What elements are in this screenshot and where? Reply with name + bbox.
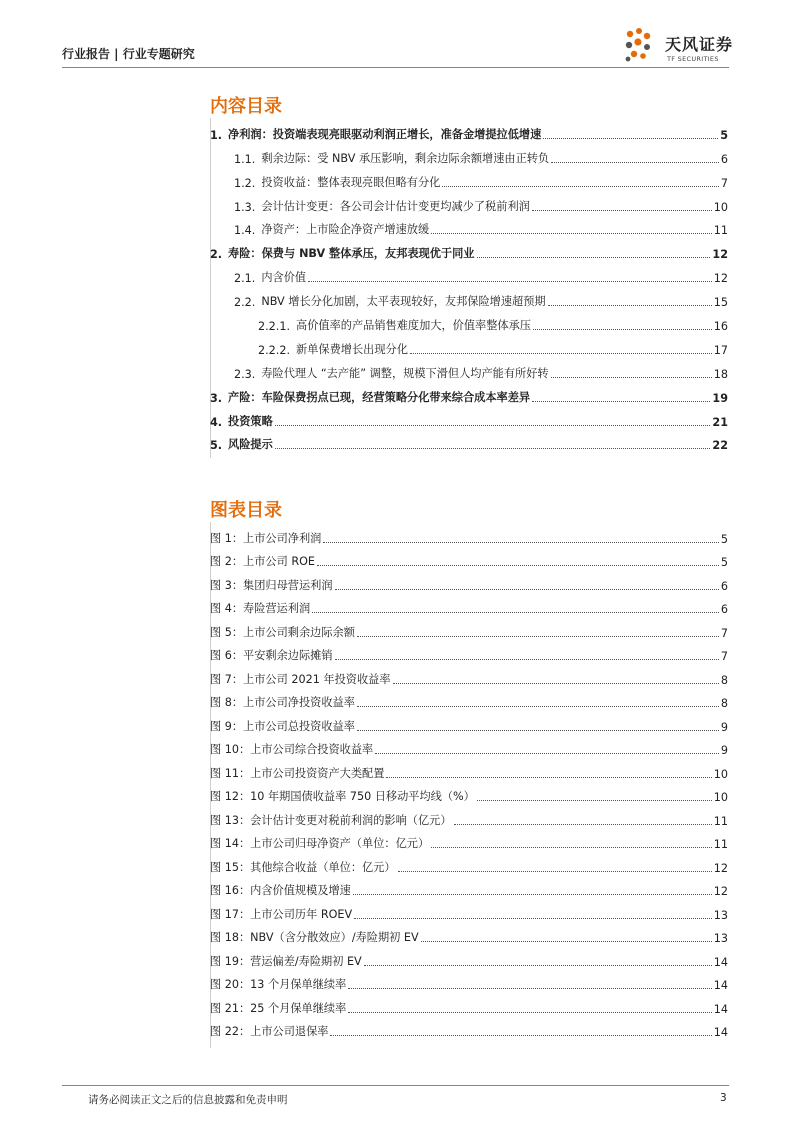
dot-leader: [551, 377, 712, 378]
toc-entry-page: 6: [720, 152, 728, 166]
figure-entry[interactable]: [210, 922, 728, 946]
dot-leader: [330, 1035, 711, 1036]
dot-leader: [477, 257, 711, 258]
toc-entry[interactable]: [210, 261, 728, 285]
toc-entry-page: 16: [713, 320, 728, 334]
figure-entry-page: 5: [720, 556, 728, 569]
toc-entry[interactable]: [210, 166, 728, 190]
toc-entry[interactable]: [210, 405, 728, 429]
toc-entry-number: 1.2.: [234, 176, 256, 190]
figure-entry-text: 图 20：13 个月保单继续率: [210, 978, 347, 991]
toc-entry-text: 寿险：保费与 NBV 整体承压，友邦表现优于同业: [228, 247, 475, 261]
figure-entry-page: 12: [713, 885, 728, 898]
dot-leader: [532, 210, 712, 211]
figure-entry-page: 14: [713, 1002, 728, 1016]
figure-entry-text: 图 9：上市公司总投资收益率: [210, 719, 355, 733]
toc-entry[interactable]: [210, 118, 728, 142]
dot-leader: [543, 138, 718, 139]
figure-entry-text: 图 10：上市公司综合投资收益率: [210, 743, 374, 756]
toc-entry-number: 2.2.2.: [258, 343, 291, 357]
toc-entry-number: 2.2.1.: [258, 320, 291, 334]
dot-leader: [357, 636, 719, 637]
footer-divider: [62, 1085, 729, 1086]
toc-title: 内容目录: [210, 96, 282, 117]
toc-entry[interactable]: [210, 285, 728, 309]
dot-leader: [312, 612, 719, 613]
figure-entry-page: 9: [720, 744, 728, 757]
toc-entry-page: 12: [712, 248, 728, 262]
toc-entry-page: 15: [713, 296, 728, 310]
toc-entry[interactable]: [210, 357, 728, 381]
toc-entry[interactable]: [210, 429, 728, 453]
toc-entry-number: 3.: [210, 391, 223, 405]
toc-entry-text: 剩余边际：受 NBV 承压影响，剩余边际余额增速由正转负: [261, 151, 550, 165]
figure-entry[interactable]: [210, 663, 728, 687]
toc-entry[interactable]: [210, 237, 728, 261]
toc-entry-page: 17: [713, 343, 728, 357]
toc-entry[interactable]: [210, 214, 728, 238]
figure-entry-text: 图 18：NBV（含分散效应）/寿险期初 EV: [210, 931, 419, 944]
dot-leader: [551, 162, 719, 163]
figure-entry-text: 图 11：上市公司投资资产大类配置: [210, 766, 385, 780]
figure-entry-page: 14: [713, 955, 728, 969]
figure-entry-page: 11: [713, 814, 728, 828]
toc-list: [210, 118, 728, 452]
figure-entry-text: 图 21：25 个月保单继续率: [210, 1001, 347, 1015]
dot-leader: [533, 329, 712, 330]
toc-entry-number: 4.: [210, 415, 223, 429]
dot-leader: [431, 233, 712, 234]
toc-entry[interactable]: [210, 381, 728, 405]
figure-entry-text: 图 22：上市公司退保率: [210, 1025, 329, 1038]
dot-leader: [477, 800, 712, 801]
figure-entry[interactable]: [210, 569, 728, 593]
figure-entry[interactable]: [210, 875, 728, 899]
figure-entry-text: 图 17：上市公司历年 ROEV: [210, 907, 353, 921]
dot-leader: [393, 683, 719, 684]
toc-entry-text: 净资产：上市险企净资产增速放缓: [261, 223, 430, 237]
dot-leader: [442, 186, 719, 187]
dot-leader: [398, 871, 712, 872]
figure-entry-page: 10: [713, 791, 728, 804]
figure-entry[interactable]: [210, 945, 728, 969]
figure-entry-page: 13: [713, 908, 728, 922]
figure-entry-page: 6: [720, 579, 728, 593]
toc-entry-text: 高价值率的产品销售难度加大，价值率整体承压: [296, 319, 531, 333]
toc-entry-text: 寿险代理人 “去产能” 调整，规模下滑但人均产能有所好转: [261, 366, 549, 380]
toc-entry-page: 22: [712, 439, 728, 453]
toc-entry-page: 21: [712, 415, 728, 429]
dot-leader: [335, 659, 719, 660]
figure-entry[interactable]: [210, 593, 728, 617]
toc-entry-page: 11: [713, 224, 728, 238]
toc-entry-page: 19: [712, 391, 728, 405]
dot-leader: [353, 894, 712, 895]
figure-entry-text: 图 16：内含价值规模及增速: [210, 884, 351, 897]
page-number: 3: [720, 1092, 727, 1104]
figure-entry-text: 图 13：会计估计变更对税前利润的影响（亿元）: [210, 813, 452, 827]
toc-entry[interactable]: [210, 142, 728, 166]
figure-entry[interactable]: [210, 757, 728, 781]
toc-entry-number: 5.: [210, 439, 223, 453]
dot-leader: [548, 305, 712, 306]
figure-entry-text: 图 4：寿险营运利润: [210, 602, 311, 615]
figure-entry[interactable]: [210, 969, 728, 993]
header-title: 行业报告 | 行业专题研究: [62, 47, 195, 61]
toc-entry-text: 投资收益：整体表现亮眼但略有分化: [261, 175, 441, 189]
figure-entry[interactable]: [210, 710, 728, 734]
toc-entry-text: 投资策略: [228, 414, 273, 428]
dot-leader: [348, 988, 711, 989]
dot-leader: [308, 281, 712, 282]
figure-entry[interactable]: [210, 1016, 728, 1040]
logo-subtitle: TF SECURITIES: [667, 55, 719, 63]
figure-entry[interactable]: [210, 851, 728, 875]
dot-leader: [421, 941, 712, 942]
figure-entry[interactable]: [210, 804, 728, 828]
figure-entry-page: 14: [713, 979, 728, 992]
figure-entry-page: 6: [720, 603, 728, 616]
figure-entry[interactable]: [210, 898, 728, 922]
figure-entry-page: 7: [720, 626, 728, 640]
figure-entry[interactable]: [210, 992, 728, 1016]
figure-entry-text: 图 5：上市公司剩余边际余额: [210, 625, 355, 639]
figure-entry-text: 图 6：平安剩余边际摊销: [210, 649, 333, 662]
figure-entry[interactable]: [210, 687, 728, 711]
toc-entry[interactable]: [210, 190, 728, 214]
figure-entry[interactable]: [210, 616, 728, 640]
dot-leader: [386, 777, 711, 778]
toc-entry-text: 新单保费增长出现分化: [296, 342, 408, 356]
logo-name: 天风证券: [665, 35, 734, 54]
figure-entry-page: 7: [720, 650, 728, 663]
dot-leader: [431, 847, 712, 848]
toc-entry-text: 内含价值: [261, 271, 307, 285]
dot-leader: [357, 730, 719, 731]
toc-entry-number: 1.1.: [234, 152, 256, 166]
figure-entry[interactable]: [210, 640, 728, 664]
toc-entry-text: 风险提示: [228, 438, 273, 452]
figure-entry-page: 12: [713, 861, 728, 875]
figure-entry-text: 图 8：上市公司净投资收益率: [210, 696, 355, 709]
figure-entry-page: 13: [713, 932, 728, 945]
dot-leader: [354, 918, 712, 919]
figure-entry-page: 8: [720, 673, 728, 687]
figure-entry-text: 图 7：上市公司 2021 年投资收益率: [210, 672, 391, 686]
toc-entry-text: 会计估计变更：各公司会计估计变更均减少了税前利润: [261, 199, 530, 213]
toc-entry-text: 净利润：投资端表现亮眼驱动利润正增长，准备金增提拉低增速: [228, 127, 542, 141]
figure-entry[interactable]: [210, 522, 728, 546]
dot-leader: [323, 542, 719, 543]
dot-leader: [454, 824, 712, 825]
toc-entry-page: 18: [713, 367, 728, 381]
figure-entry-page: 9: [720, 720, 728, 734]
figure-entry-text: 图 12：10 年期国债收益率 750 日移动平均线（%）: [210, 790, 475, 803]
toc-entry[interactable]: [210, 333, 728, 357]
toc-entry-page: 10: [713, 200, 728, 214]
dot-leader: [275, 448, 711, 449]
footer-disclaimer: 请务必阅读正文之后的信息披露和免责申明: [88, 1094, 288, 1106]
figure-entry-text: 图 3：集团归母营运利润: [210, 578, 333, 592]
figure-entry-text: 图 15：其他综合收益（单位：亿元）: [210, 860, 396, 874]
toc-entry-page: 7: [720, 176, 728, 190]
header-divider: [62, 67, 729, 68]
dot-leader: [364, 965, 712, 966]
dot-leader: [275, 425, 711, 426]
dot-leader: [348, 1012, 711, 1013]
figure-entry[interactable]: [210, 734, 728, 758]
figure-entry[interactable]: [210, 546, 728, 570]
figure-entry[interactable]: [210, 828, 728, 852]
figure-entry-page: 14: [713, 1026, 728, 1039]
toc-entry-number: 1.4.: [234, 224, 256, 238]
figure-entry-page: 5: [720, 532, 728, 546]
figure-entry-page: 10: [713, 767, 728, 781]
figures-title: 图表目录: [210, 500, 282, 521]
toc-entry-number: 2.1.: [234, 272, 256, 286]
figure-entry-text: 图 14：上市公司归母净资产（单位：亿元）: [210, 837, 430, 850]
figure-entry-text: 图 1：上市公司净利润: [210, 531, 322, 545]
toc-entry-number: 1.: [210, 128, 223, 142]
toc-entry-text: 产险：车险保费拐点已现，经营策略分化带来综合成本率差异: [228, 390, 531, 404]
dot-leader: [357, 706, 719, 707]
toc-entry-page: 12: [713, 272, 728, 286]
figure-entry-text: 图 2：上市公司 ROE: [210, 555, 316, 568]
figure-entry-text: 图 19：营运偏差/寿险期初 EV: [210, 954, 362, 968]
toc-entry-number: 1.3.: [234, 200, 256, 214]
dot-leader: [532, 401, 710, 402]
toc-entry-page: 5: [720, 128, 728, 142]
toc-entry-number: 2.2.: [234, 296, 256, 310]
toc-entry[interactable]: [210, 309, 728, 333]
toc-entry-text: NBV 增长分化加剧，太平表现较好，友邦保险增速超预期: [261, 295, 546, 309]
dot-leader: [335, 589, 719, 590]
figures-list: [210, 522, 728, 1039]
dot-leader: [375, 753, 719, 754]
toc-entry-number: 2.3.: [234, 367, 256, 381]
figure-entry[interactable]: [210, 781, 728, 805]
figure-entry-page: 8: [720, 697, 728, 710]
dot-leader: [410, 353, 712, 354]
figure-entry-page: 11: [713, 838, 728, 851]
dot-leader: [317, 565, 719, 566]
toc-entry-number: 2.: [210, 248, 223, 262]
